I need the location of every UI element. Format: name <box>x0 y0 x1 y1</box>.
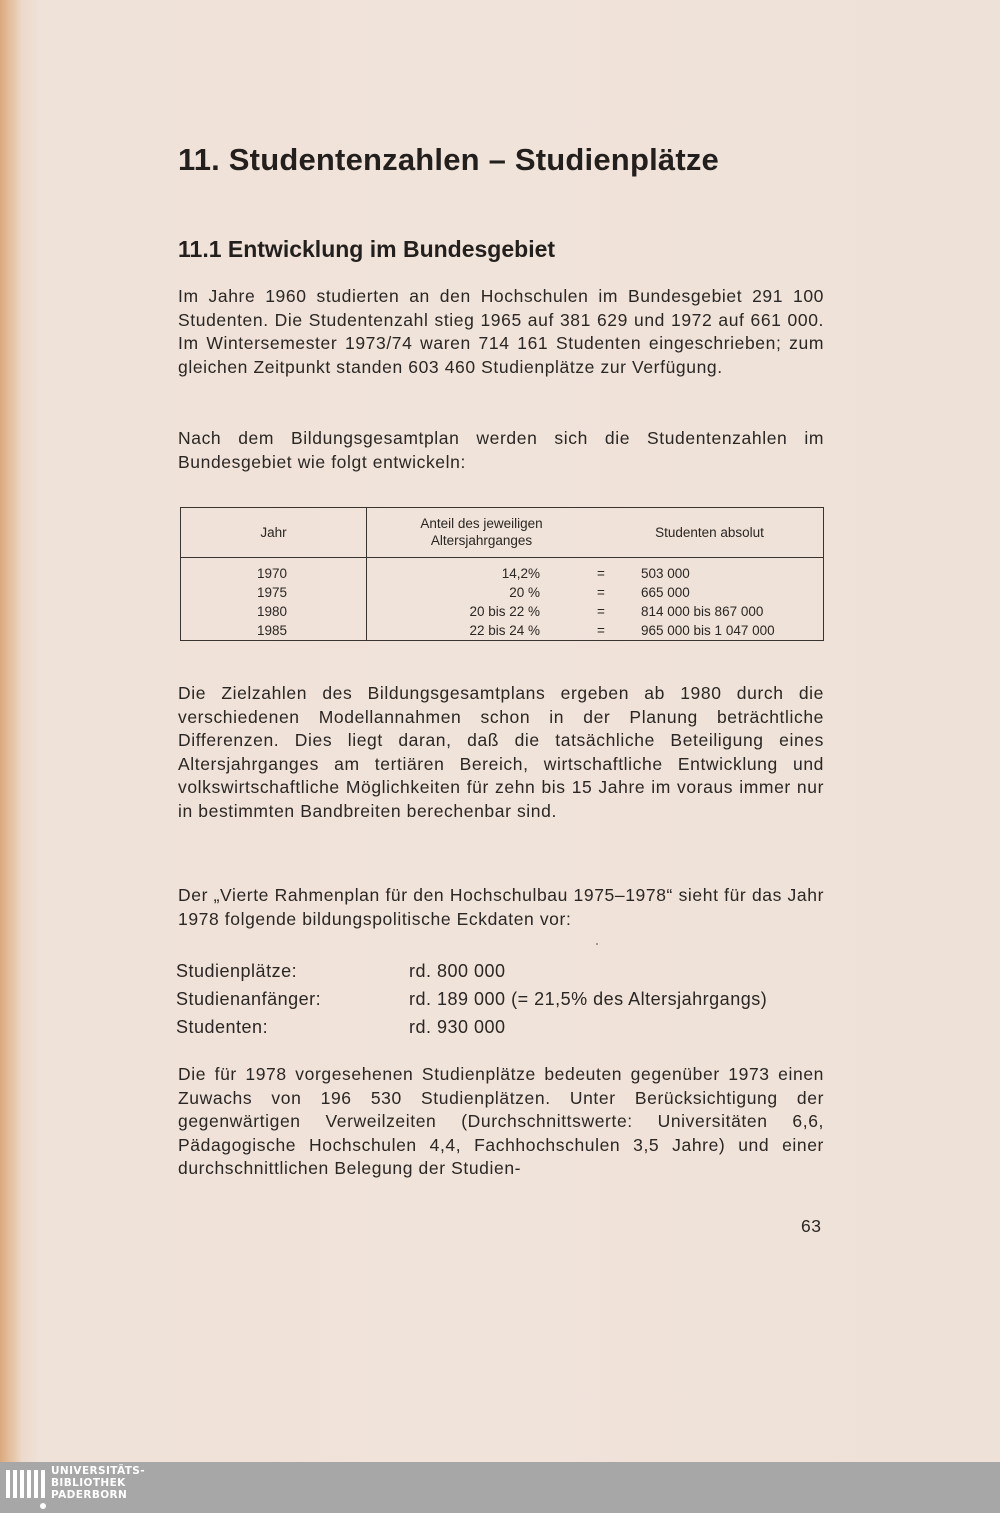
section-heading: 11.1 Entwicklung im Bundesgebiet <box>178 236 556 262</box>
key-figure-label: Studienanfänger: <box>176 989 322 1009</box>
table-header-year: Jahr <box>260 525 287 540</box>
table-cell-share: 20 bis 22 % <box>469 604 540 619</box>
table-row <box>181 583 823 602</box>
library-name-line3: PADERBORN <box>51 1489 128 1502</box>
table-cell-share: 14,2% <box>501 566 540 581</box>
key-figure-value: rd. 189 000 (= 21,5% des Altersjahrgangs) <box>409 989 768 1009</box>
table-cell-share: 22 bis 24 % <box>469 623 540 638</box>
table-row <box>181 602 823 621</box>
table-cell-year: 1980 <box>257 604 288 619</box>
paper-speck <box>596 943 598 945</box>
table-cell-equals: = <box>597 566 605 581</box>
table-cell-year: 1975 <box>257 585 288 600</box>
library-logo-icon <box>4 1464 48 1511</box>
page-number: 63 <box>801 1216 822 1236</box>
paragraph-forecast-intro: Nach dem Bildungsgesamtplan werden sich die Studentenzahlen im Bundesgebiet wie folgt entwickeln: <box>178 428 824 472</box>
table-row <box>181 564 823 583</box>
key-figure-value: rd. 930 000 <box>409 1017 506 1037</box>
table-row <box>181 621 823 640</box>
forecast-table <box>180 507 824 641</box>
table-cell-share: 20 % <box>509 585 540 600</box>
table-cell-equals: = <box>597 623 605 638</box>
table-header-share-line1: Anteil des jeweiligen <box>420 516 543 531</box>
paragraph-target-differences: Die Zielzahlen des Bildungsgesamtplans ergeben ab 1980 durch die verschiedenen Modellannahmen schon in der Planung beträchtliche Differenzen. Dies liegt daran, daß die tatsächliche Beteiligung eines Altersjahrganges am tertiären Bereich, wirtschaftliche Entwicklung und volkswirtschaftliche Möglichkeiten für zehn bis 15 Jahre im voraus immer nur in bestimmten Bandbreiten berechenbar sind. <box>178 683 824 821</box>
table-cell-absolute: 965 000 bis 1 047 000 <box>641 623 775 638</box>
key-figure-label: Studenten: <box>176 1017 269 1037</box>
library-name-line2: BIBLIOTHEK <box>51 1477 126 1490</box>
table-cell-year: 1970 <box>257 566 288 581</box>
table-cell-equals: = <box>597 604 605 619</box>
key-figure-label: Studienplätze: <box>176 961 298 981</box>
table-cell-year: 1985 <box>257 623 288 638</box>
paragraph-student-numbers: Im Jahre 1960 studierten an den Hochschulen im Bundesgebiet 291 100 Studenten. Die Studentenzahl stieg 1965 auf 381 629 und 1972 auf 661 000. Im Wintersemester 1973/74 waren 714 161 Studenten eingeschrieben; zum gleichen Zeitpunkt standen 603 460 Studienplätze zur Verfügung. <box>178 286 824 377</box>
table-cell-absolute: 814 000 bis 867 000 <box>641 604 764 619</box>
table-header-share-line2: Altersjahrganges <box>430 533 533 548</box>
key-figure-value: rd. 800 000 <box>409 961 506 981</box>
table-cell-absolute: 665 000 <box>641 585 690 600</box>
library-name <box>51 1465 145 1502</box>
paragraph-study-place-growth: Die für 1978 vorgesehenen Studienplätze bedeuten gegenüber 1973 einen Zuwachs von 196 530 Studienplätzen. Unter Berücksichtigung der gegenwärtigen Verweilzeiten (Durchschnittswerte: Universitäten 6,6, Pädagogische Hochschulen 4,4, Fachhochschulen 3,5 Jahre) und einer durchschnittlichen Belegung der Studien- <box>178 1064 824 1179</box>
page-spine-shadow <box>0 0 22 1462</box>
table-header-divider <box>181 557 823 558</box>
table-header-share <box>367 515 596 549</box>
paragraph-framework-plan: Der „Vierte Rahmenplan für den Hochschulbau 1975–1978“ sieht für das Jahr 1978 folgende bildungspolitische Eckdaten vor: <box>178 885 824 929</box>
table-cell-absolute: 503 000 <box>641 566 690 581</box>
table-cell-equals: = <box>597 585 605 600</box>
chapter-heading: 11. Studentenzahlen – Studienplätze <box>178 142 719 177</box>
library-name-line1: UNIVERSITÄTS- <box>51 1465 146 1477</box>
table-header-absolute: Studenten absolut <box>655 525 764 540</box>
library-footer-bar <box>0 1462 1000 1513</box>
